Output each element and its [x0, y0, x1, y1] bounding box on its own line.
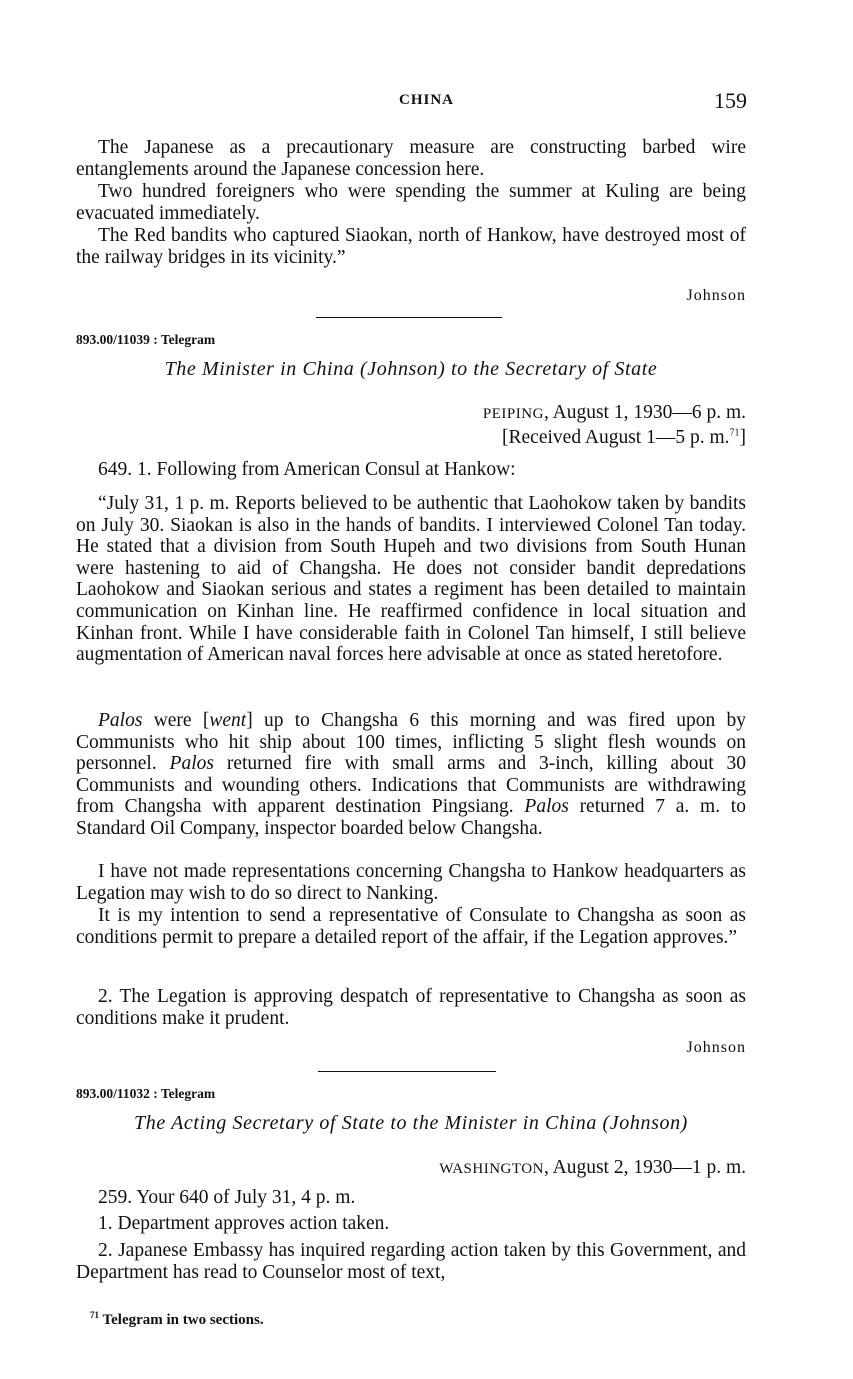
telegram-line-259: 259. Your 640 of July 31, 4 p. m. — [98, 1187, 356, 1208]
signature-johnson-1: Johnson — [686, 287, 746, 304]
dateline-2: WASHINGTON, August 2, 1930—1 p. m. — [439, 1157, 746, 1178]
telegram-intro-649: 649. 1. Following from American Consul at Hankow: — [98, 459, 516, 480]
footnote-71: $^{71}$ Telegram in two sections. — [90, 1310, 264, 1328]
dateline-1: PEIPING, August 1, 1930—6 p. m. — [482, 402, 746, 423]
quote-paragraph-1: “July 31, 1 p. m. Reports believed to be authentic that Laohokow taken by bandits on July 30. Siaokan is also in the hands of bandits. I interviewed Colonel Tan today. He stated that a division from South Hupeh and two divisions from South Hunan were hastening to aid of Changsha. He does not consider bandit depredations Laohokow and Siaokan serious and states a regiment has been detailed to maintain communication on Kinhan line. He reaffirmed confidence in local situation and Kinhan front. While I have considerable faith in Colonel Tan himself, I still believe augmentation of American naval forces here advisable at once as stated heretofore. — [76, 493, 746, 666]
quote-paragraph-4: It is my intention to send a representative of Consulate to Changsha as soon as conditions permit to prepare a detailed report of the affair, if the Legation approves.” — [76, 905, 746, 948]
document-title-2: The Acting Secretary of State to the Minister in China (Johnson) — [134, 1112, 688, 1134]
file-number-2: 893.00/11032 : Telegram — [76, 1086, 216, 1101]
section-divider-1 — [316, 317, 502, 318]
document-title-1: The Minister in China (Johnson) to the Secretary of State — [164, 358, 658, 380]
running-header: CHINA — [398, 92, 454, 108]
quote-paragraph-2: Palos were [went] up to Changsha 6 this morning and was fired upon by Communists who hit ship about 100 times, inflicting 5 slight flesh wounds on personnel. Palos returned fire with small arms and 3-inch, killing about 30 Communists and wounding others. Indications that Communists are withdrawing from Changsha with apparent destination Pingsiang. Palos returned 7 a. m. to Standard Oil Company, inspector boarded below Changsha. — [76, 710, 746, 839]
quote-paragraph-3: I have not made representations concerning Changsha to Hankow headquarters as Legation may wish to do so direct to Nanking. — [76, 861, 746, 904]
point-2-paragraph: 2. The Legation is approving despatch of representative to Changsha as soon as conditions make it prudent. — [76, 986, 746, 1029]
top-paragraph-2: Two hundred foreigners who were spending the summer at Kuling are being evacuated immediately. — [76, 181, 746, 224]
file-number-1: 893.00/11039 : Telegram — [76, 332, 216, 347]
telegram-point-2: 2. Japanese Embassy has inquired regarding action taken by this Government, and Department has read to Counselor most of text, — [76, 1240, 746, 1283]
section-divider-2 — [318, 1071, 496, 1072]
telegram-point-1: 1. Department approves action taken. — [98, 1213, 390, 1234]
top-paragraph-3: The Red bandits who captured Siaokan, north of Hankow, have destroyed most of the railway bridges in its vicinity.” — [76, 225, 746, 268]
received-line: [Received August 1—5 p. m.$^{71}$] — [502, 427, 746, 448]
top-paragraph-1: The Japanese as a precautionary measure are constructing barbed wire entanglements around the Japanese concession here. — [76, 137, 746, 180]
signature-johnson-2: Johnson — [686, 1039, 746, 1056]
page-number: 159 — [714, 88, 747, 113]
